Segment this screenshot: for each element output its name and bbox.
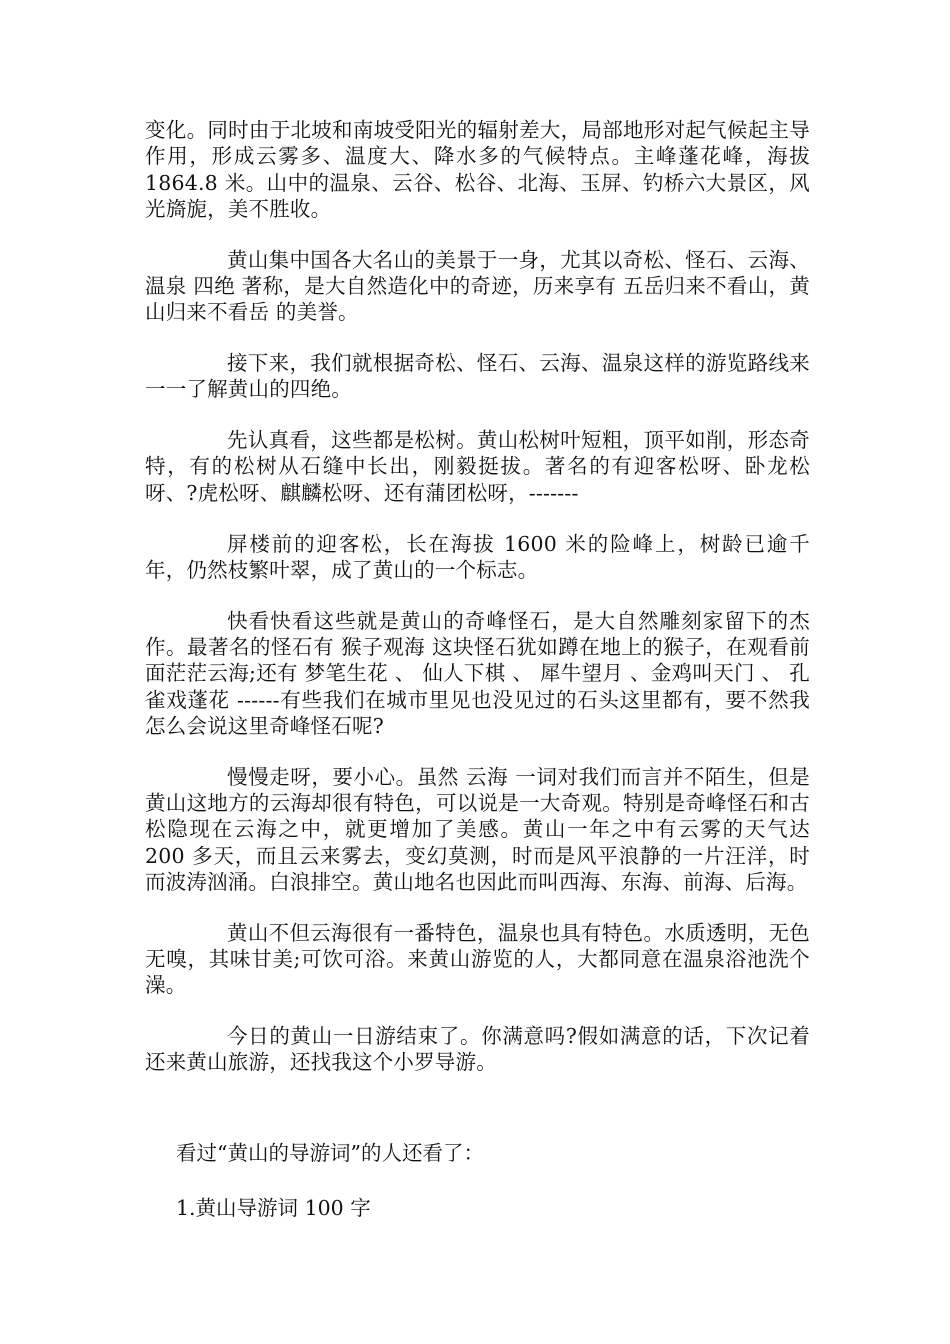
article-body (145, 117, 810, 1100)
paragraph-cloud-sea (145, 764, 810, 895)
related-heading: 看过“黄山的导游词”的人还看了： (176, 1141, 484, 1165)
paragraph-text: 快看快看这些就是黄山的奇峰怪石，是大自然雕刻家留下的杰作。最著名的怪石有 猴子观海 这块怪石犹如蹲在地上的猴子，在观看前面茫茫云海;还有 梦笔生花 、 仙人下棋 、 犀牛望月 、金鸡叫天门 、 孔雀戏蓬花 ------有些我们在城市里见也没见过的石头这里都有，要不然我怎么会说这里奇峰怪石呢? (145, 608, 810, 738)
paragraph-rocks (145, 608, 810, 739)
paragraph-four-wonders (145, 247, 810, 326)
paragraph-welcome-pine (145, 531, 810, 584)
paragraph-text: 先认真看，这些都是松树。黄山松树叶短粗，顶平如削，形态奇特，有的松树从石缝中长出，刚毅挺拔。著名的有迎客松呀、卧龙松呀、?虎松呀、麒麟松呀、还有蒲团松呀，------- (145, 428, 810, 505)
paragraph-text: 接下来，我们就根据奇松、怪石、云海、温泉这样的游览路线来一一了解黄山的四绝。 (145, 351, 810, 402)
paragraph-text: 黄山不但云海很有一番特色，温泉也具有特色。水质透明，无色无嗅，其味甘美;可饮可浴。来黄山游览的人，大都同意在温泉浴池洗个澡。 (145, 920, 810, 998)
paragraph-text: 屏楼前的迎客松，长在海拔 1600 米的险峰上，树龄已逾千年，仍然枝繁叶翠，成了黄山的一个标志。 (145, 531, 810, 582)
paragraph-tour-route (145, 350, 810, 403)
paragraph-climate (145, 117, 810, 222)
paragraph-text: 今日的黄山一日游结束了。你满意吗?假如满意的话，下次记着还来黄山旅游，还找我这个小罗导游。 (145, 1024, 810, 1075)
paragraph-pines (145, 427, 810, 506)
related-link-item[interactable]: 1.黄山导游词 100 字 (176, 1196, 371, 1220)
paragraph-hot-springs (145, 920, 810, 999)
paragraph-text: 黄山集中国各大名山的美景于一身，尤其以奇松、怪石、云海、温泉 四绝 著称，是大自然造化中的奇迹，历来享有 五岳归来不看山，黄山归来不看岳 的美誉。 (145, 247, 810, 325)
paragraph-text: 变化。同时由于北坡和南坡受阳光的辐射差大，局部地形对起气候起主导作用，形成云雾多、温度大、降水多的气候特点。主峰蓬花峰，海拔 1864.8 米。山中的温泉、云谷、松谷、北海、玉屏、钓桥六大景区，风光旖旎，美不胜收。 (145, 118, 810, 221)
paragraph-text: 慢慢走呀，要小心。虽然 云海 一词对我们而言并不陌生，但是黄山这地方的云海却很有特色，可以说是一大奇观。特别是奇峰怪石和古松隐现在云海之中，就更增加了美感。黄山一年之中有云雾的天气达 200 多天，而且云来雾去，变幻莫测，时而是风平浪静的一片汪洋，时而波涛汹涌。白浪排空。黄山地名也因此而叫西海、东海、前海、后海。 (145, 764, 810, 894)
paragraph-closing (145, 1023, 810, 1076)
